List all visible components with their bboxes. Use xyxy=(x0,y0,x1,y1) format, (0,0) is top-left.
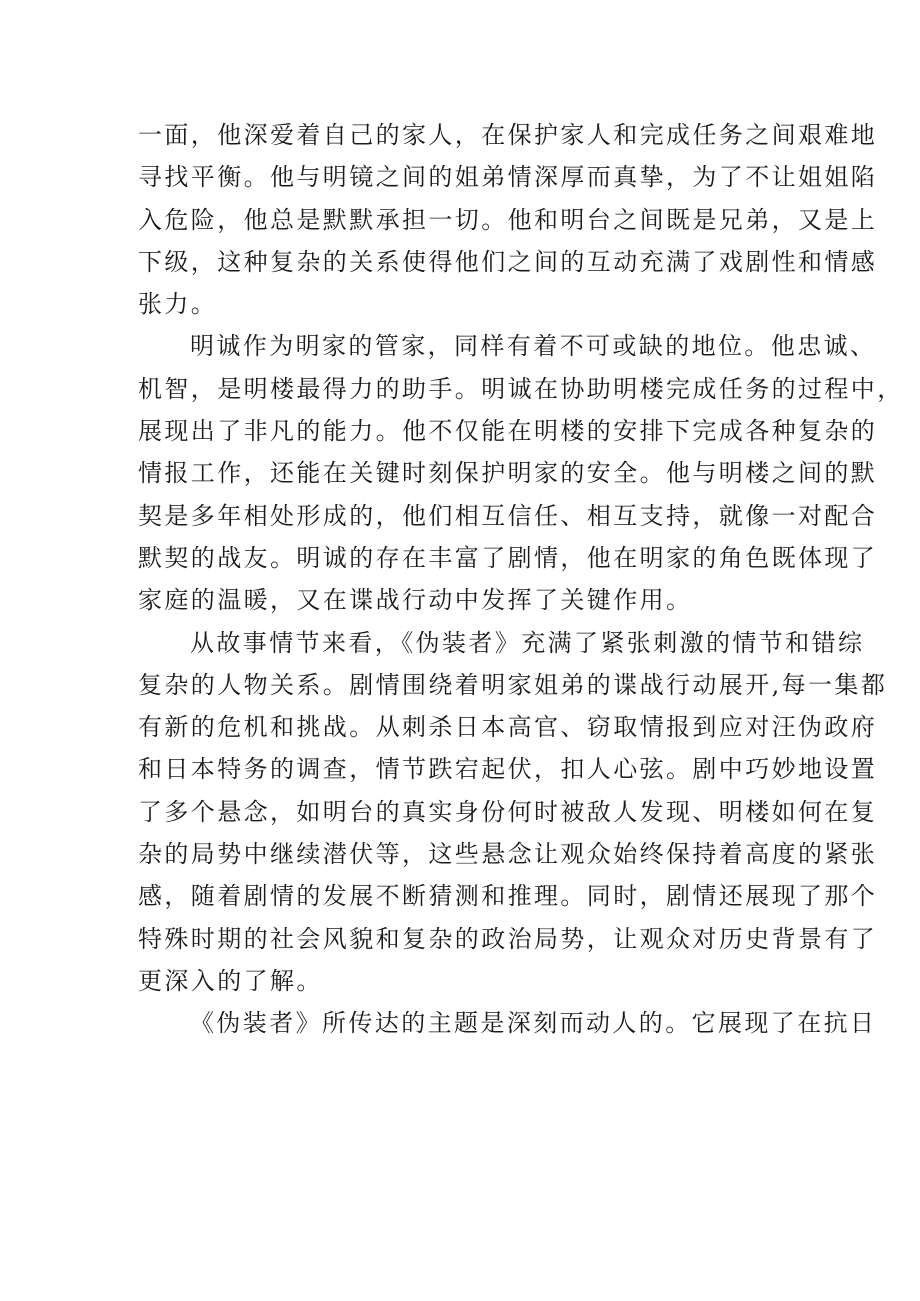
text-line: 《伪装者》所传达的主题是深刻而动人的。它展现了在抗日 xyxy=(190,1009,877,1038)
text-line: 特殊时期的社会风貌和复杂的政治局势，让观众对历史背景有了 xyxy=(138,924,878,953)
text-line: 有新的危机和挑战。从刺杀日本高官、窃取情报到应对汪伪政府 xyxy=(138,713,878,742)
text-line: 复杂的人物关系。剧情围绕着明家姐弟的谍战行动展开,每一集都 xyxy=(138,670,888,699)
text-line: 契是多年相处形成的，他们相互信任、相互支持，就像一对配合 xyxy=(138,501,878,530)
paragraph-1 xyxy=(138,114,878,325)
text-line: 了多个悬念，如明台的真实身份何时被敌人发现、明楼如何在复 xyxy=(138,797,878,826)
document-body xyxy=(138,114,904,1045)
text-line: 下级，这种复杂的关系使得他们之间的互动充满了戏剧性和情感 xyxy=(138,247,878,276)
text-line: 机智，是明楼最得力的助手。明诚在协助明楼完成任务的过程中， xyxy=(138,374,904,403)
text-line: 默契的战友。明诚的存在丰富了剧情，他在明家的角色既体现了 xyxy=(138,543,878,572)
text-line: 一面，他深爱着自己的家人，在保护家人和完成任务之间艰难地 xyxy=(138,121,878,149)
text-line: 情报工作，还能在关键时刻保护明家的安全。他与明楼之间的默 xyxy=(138,459,878,488)
text-line: 从故事情节来看，《伪装者》充满了紧张刺激的情节和错综 xyxy=(190,628,865,657)
text-line: 家庭的温暖，又在谍战行动中发挥了关键作用。 xyxy=(138,586,693,615)
paragraph-4 xyxy=(138,1002,877,1044)
text-line: 张力。 xyxy=(138,290,218,319)
text-line: 感，随着剧情的发展不断猜测和推理。同时，剧情还展现了那个 xyxy=(138,882,878,911)
text-line: 更深入的了解。 xyxy=(138,966,323,995)
paragraph-3 xyxy=(138,622,888,1003)
text-line: 杂的局势中继续潜伏等，这些悬念让观众始终保持着高度的紧张 xyxy=(138,840,878,869)
paragraph-2 xyxy=(138,325,904,621)
text-line: 展现出了非凡的能力。他不仅能在明楼的安排下完成各种复杂的 xyxy=(138,417,878,446)
text-line: 入危险，他总是默默承担一切。他和明台之间既是兄弟，又是上 xyxy=(138,205,878,234)
text-line: 和日本特务的调查，情节跌宕起伏，扣人心弦。剧中巧妙地设置 xyxy=(138,755,878,784)
text-line: 明诚作为明家的管家，同样有着不可或缺的地位。他忠诚、 xyxy=(190,332,877,361)
text-line: 寻找平衡。他与明镜之间的姐弟情深厚而真挚，为了不让姐姐陷 xyxy=(138,163,878,192)
